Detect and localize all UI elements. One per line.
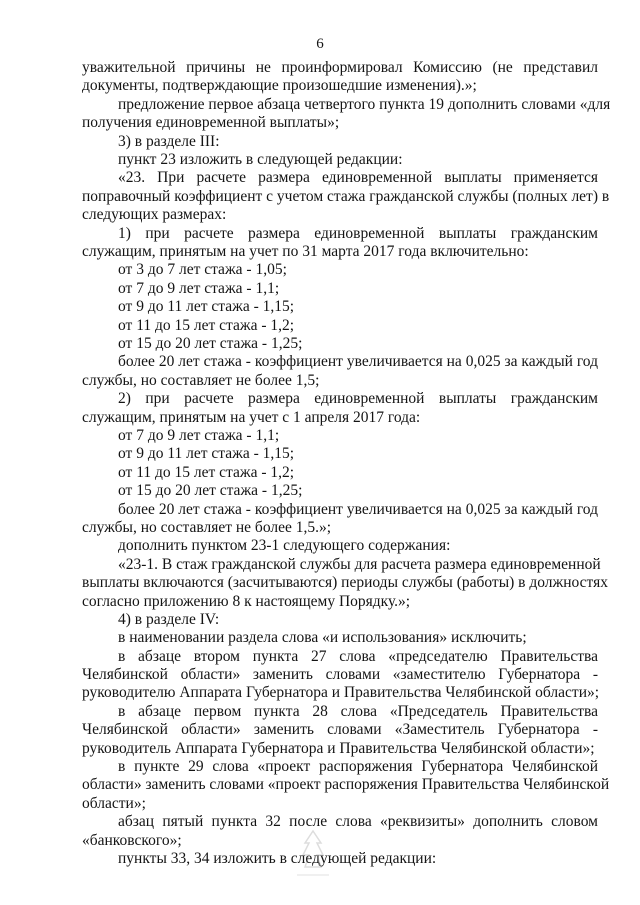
text-line: от 7 до 9 лет стажа - 1,1;	[118, 279, 280, 297]
text-line: Челябинской области» заменить словами «Заместитель Губернатора -	[82, 721, 598, 739]
text-line: службы, но составляет не более 1,5.»;	[82, 518, 332, 536]
text-line: от 9 до 11 лет стажа - 1,15;	[118, 298, 295, 316]
text-line: от 9 до 11 лет стажа - 1,15;	[118, 445, 295, 463]
text-line: более 20 лет стажа - коэффициент увеличивается на 0,025 за каждый год	[118, 353, 598, 371]
text-line: документы, подтверждающие произошедшие изменения).»;	[82, 77, 477, 95]
text-line: служащим, принятым на учет по 31 марта 2017 года включительно:	[82, 243, 529, 260]
text-line: руководитель Аппарата Губернатора и Правительства Челябинской области»;	[82, 739, 595, 757]
text-line: в наименовании раздела слова «и использования» исключить;	[118, 629, 527, 647]
text-line: поправочный коэффициент с учетом стажа гражданской службы (полных лет) в	[82, 187, 610, 205]
text-line: 2) при расчете размера единовременной выплаты гражданским	[118, 390, 598, 408]
text-line: от 3 до 7 лет стажа - 1,05;	[118, 261, 287, 279]
text-line: руководителю Аппарата Губернатора и Правительства Челябинской области»;	[82, 684, 600, 702]
text-line: области» заменить словами «проект распоряжения Правительства Челябинской	[82, 776, 610, 794]
text-line: получения единовременной выплаты»;	[82, 114, 340, 132]
text-line: «23. При расчете размера единовременной выплаты применяется	[118, 169, 598, 187]
text-line: пункты 33, 34 изложить в следующей редакции:	[118, 850, 437, 867]
text-line: уважительной причины не проинформировал Комиссию (не представил	[82, 59, 598, 76]
page-number: 6	[316, 36, 324, 52]
text-line: в абзаце втором пункта 27 слова «председателю Правительства	[118, 647, 598, 665]
text-line: от 11 до 15 лет стажа - 1,2;	[118, 316, 295, 334]
text-line: предложение первое абзаца четвертого пункта 19 дополнить словами «для	[118, 95, 611, 113]
text-line: в абзаце первом пункта 28 слова «Председатель Правительства	[118, 702, 598, 720]
text-line: пункт 23 изложить в следующей редакции:	[118, 151, 403, 168]
text-line: служащим, принятым на учет с 1 апреля 2017 года:	[82, 408, 421, 426]
text-line: «банковского»;	[82, 831, 182, 849]
text-line: 4) в разделе IV:	[118, 610, 220, 628]
text-line: более 20 лет стажа - коэффициент увеличивается на 0,025 за каждый год	[118, 500, 598, 518]
text-line: в пункте 29 слова «проект распоряжения Губернатора Челябинской	[118, 758, 598, 775]
text-line: от 15 до 20 лет стажа - 1,25;	[118, 334, 303, 352]
text-line: от 15 до 20 лет стажа - 1,25;	[118, 482, 303, 500]
text-line: дополнить пунктом 23-1 следующего содержания:	[118, 537, 451, 555]
text-line: «23-1. В стаж гражданской службы для расчета размера единовременной	[118, 555, 601, 573]
text-line: области»;	[82, 794, 146, 812]
faint-seal-mark	[283, 825, 343, 885]
text-line: 1) при расчете размера единовременной выплаты гражданским	[118, 224, 598, 242]
text-line: согласно приложению 8 к настоящему Порядку.»;	[82, 592, 411, 610]
text-line: от 7 до 9 лет стажа - 1,1;	[118, 426, 280, 444]
text-line: следующих размерах:	[82, 206, 227, 224]
text-line: выплаты включаются (засчитываются) периоды службы (работы) в должностях	[82, 574, 608, 592]
text-line: абзац пятый пункта 32 после слова «реквизиты» дополнить словом	[118, 813, 598, 831]
text-line: Челябинской области» заменить словами «заместителю Губернатора -	[82, 666, 598, 683]
text-line: службы, но составляет не более 1,5;	[82, 371, 320, 389]
text-line: от 11 до 15 лет стажа - 1,2;	[118, 463, 295, 481]
text-line: 3) в разделе III:	[118, 132, 220, 150]
